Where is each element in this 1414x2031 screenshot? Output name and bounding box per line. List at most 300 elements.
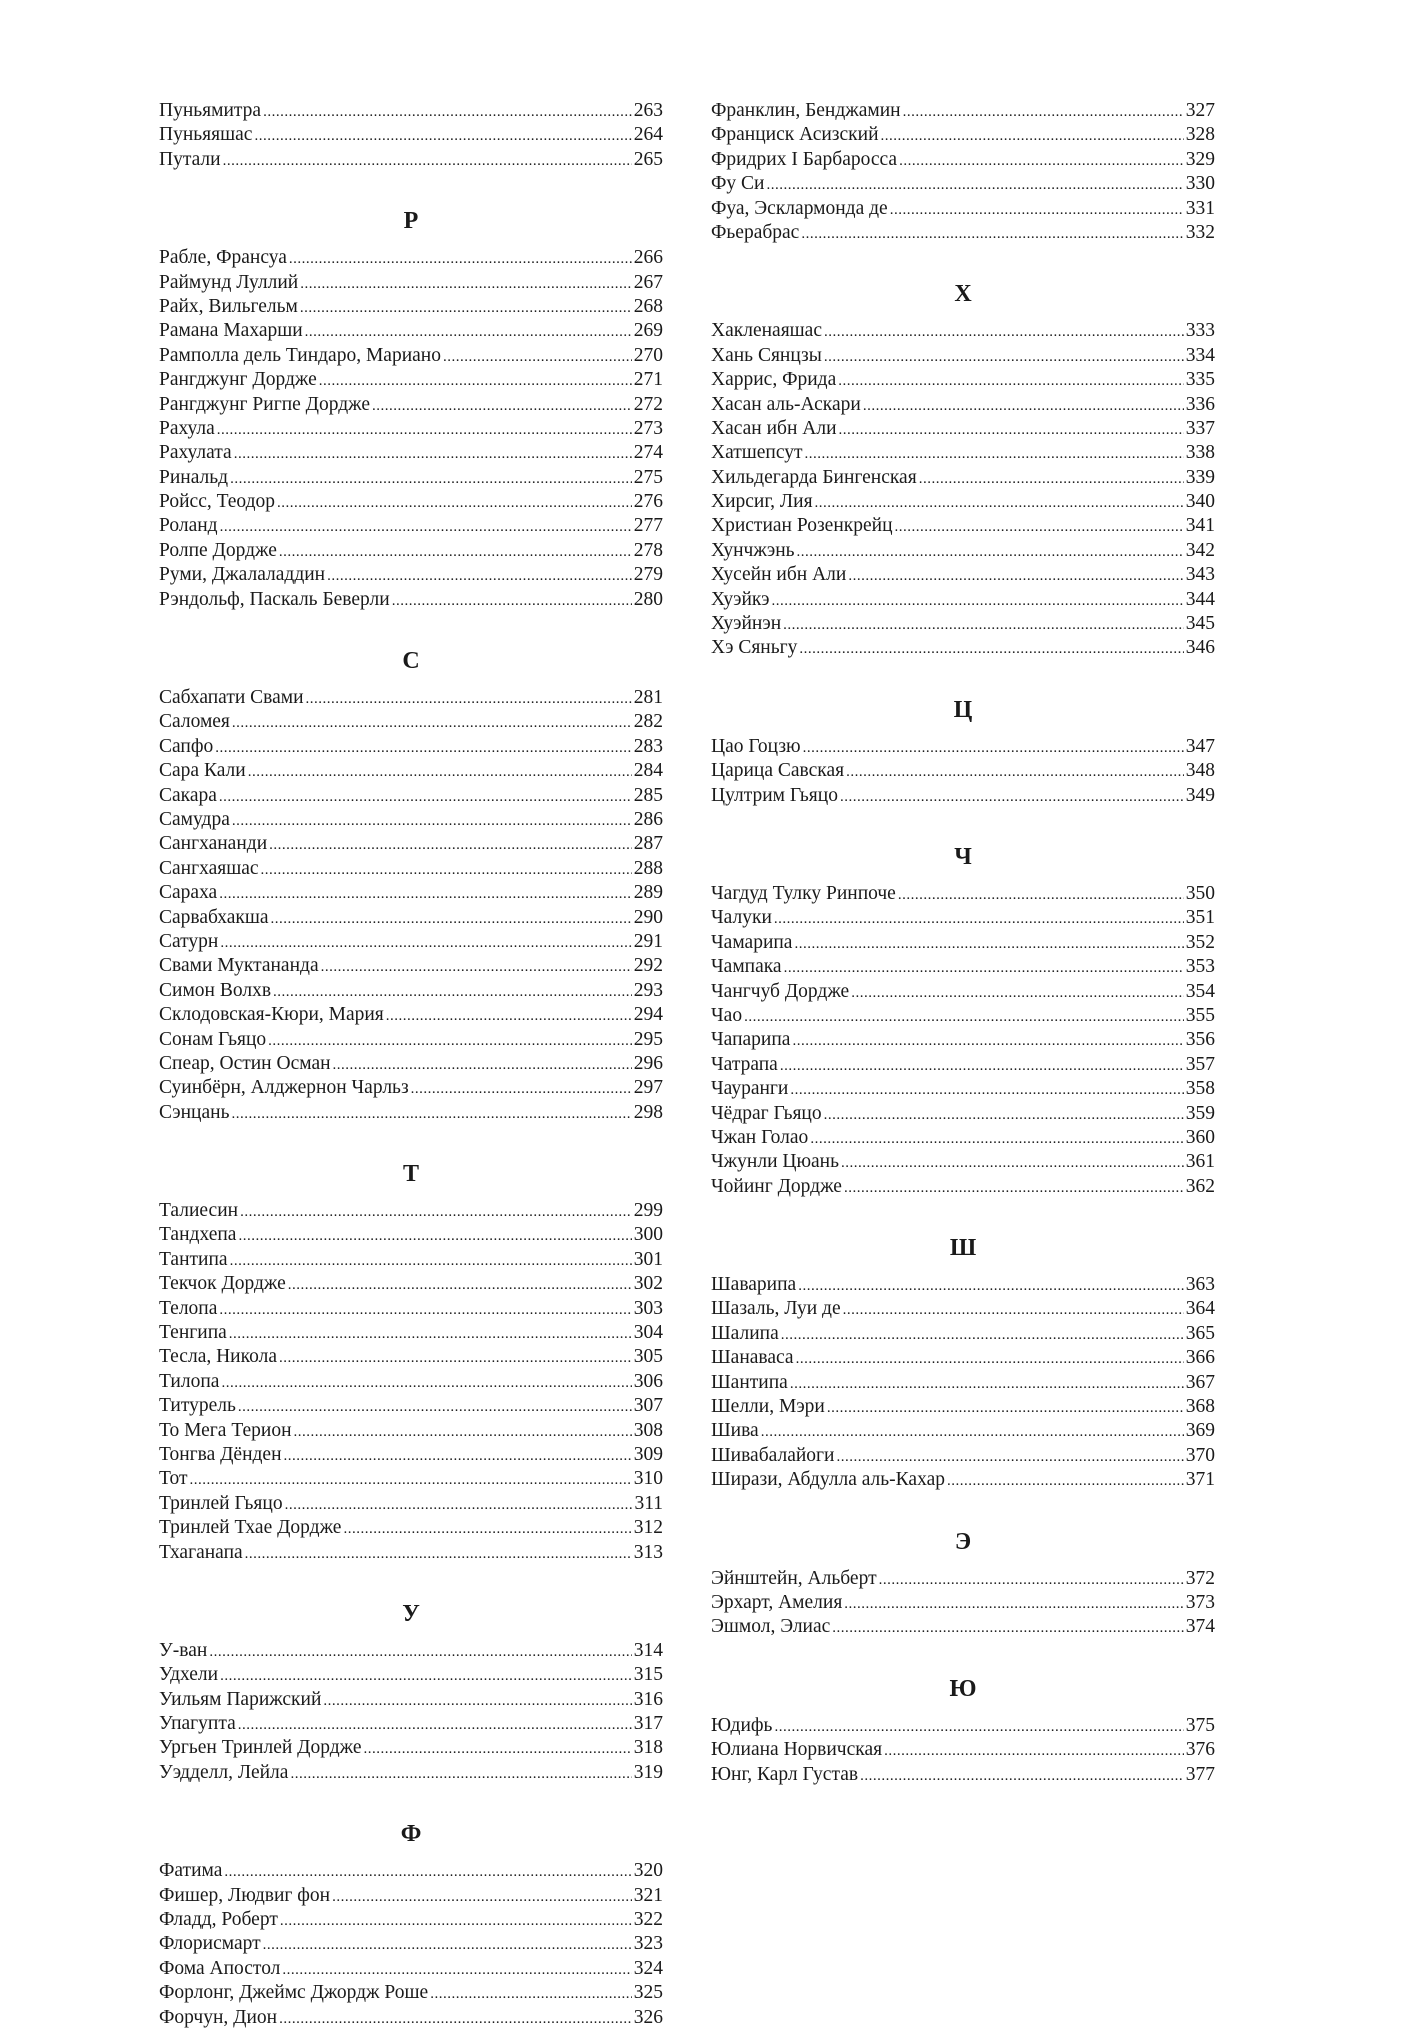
dot-leader: [881, 124, 1184, 148]
entry-name: Цао Гоцзю: [711, 735, 801, 757]
entry-name: Чапарипа: [711, 1029, 791, 1051]
entry-page-number: 362: [1185, 1175, 1215, 1197]
entry-name: У-ван: [159, 1639, 208, 1661]
index-entry: [159, 1345, 663, 1369]
entry-name: Фридрих I Барбаросса: [711, 148, 898, 170]
entry-name: Сабхапати Свами: [159, 687, 304, 709]
entry-page-number: 289: [633, 882, 663, 904]
entry-name: Хэ Сяньгу: [711, 637, 798, 659]
dot-leader: [832, 1616, 1183, 1640]
entry-page-number: 367: [1185, 1371, 1215, 1393]
entry-page-number: 309: [633, 1443, 663, 1465]
entry-page-number: 301: [633, 1248, 663, 1270]
entry-page-number: 365: [1185, 1322, 1215, 1344]
entry-name: Сангхананди: [159, 833, 268, 855]
entry-page-number: 338: [1185, 442, 1215, 464]
index-entry: [711, 563, 1215, 587]
dot-leader: [766, 173, 1183, 197]
dot-leader: [234, 442, 632, 466]
index-section: [159, 1809, 663, 2030]
entry-name: Чагдуд Тулку Ринпоче: [711, 882, 896, 904]
entry-name: Пуньяяшас: [159, 124, 253, 146]
dot-leader: [219, 1298, 631, 1322]
entry-name: Шива: [711, 1420, 759, 1442]
index-entry: [159, 148, 663, 172]
entry-page-number: 311: [634, 1492, 663, 1514]
index-entry: [159, 930, 663, 954]
dot-leader: [219, 785, 632, 809]
entry-page-number: 357: [1185, 1053, 1215, 1075]
entry-name: Фуа, Эсклармонда де: [711, 197, 888, 219]
dot-leader: [796, 1347, 1184, 1371]
index-section: [711, 685, 1215, 808]
entry-name: Фьерабрас: [711, 221, 800, 243]
entry-page-number: 354: [1185, 980, 1215, 1002]
dot-leader: [268, 1029, 632, 1053]
entry-page-number: 322: [633, 1909, 663, 1931]
index-entry: [711, 1346, 1215, 1370]
index-entry: [159, 271, 663, 295]
dot-leader: [879, 1568, 1184, 1592]
entry-page-number: 327: [1185, 100, 1215, 121]
entry-name: Эшмол, Элиас: [711, 1616, 831, 1638]
index-entry: [711, 759, 1215, 783]
entry-name: Хунчжэнь: [711, 539, 795, 561]
index-entry: [711, 466, 1215, 490]
entry-name: То Мега Терион: [159, 1419, 292, 1441]
entry-name: Франциск Асизский: [711, 124, 879, 146]
section-letter-heading: Ш: [949, 1235, 977, 1262]
entry-page-number: 275: [633, 466, 663, 488]
dot-leader: [279, 1346, 632, 1370]
index-entry: [159, 1248, 663, 1272]
entry-name: Склодовская-Кюри, Мария: [159, 1004, 384, 1026]
entry-page-number: 333: [1185, 320, 1215, 342]
dot-leader: [219, 882, 632, 906]
dot-leader: [288, 1273, 632, 1297]
entry-name: Чамарипа: [711, 931, 793, 953]
dot-leader: [269, 833, 632, 857]
entry-name: Юлиана Норвичская: [711, 1739, 883, 1761]
dot-leader: [895, 515, 1184, 539]
dot-leader: [372, 394, 632, 418]
entry-page-number: 288: [633, 857, 663, 879]
dot-leader: [364, 1737, 632, 1761]
section-letter-heading: Ю: [949, 1675, 977, 1702]
entry-page-number: 283: [633, 735, 663, 757]
entry-name: Чауранги: [711, 1078, 789, 1100]
dot-leader: [798, 1274, 1184, 1298]
dot-leader: [781, 1323, 1184, 1347]
entry-page-number: 334: [1185, 344, 1215, 366]
index-entry: [711, 636, 1215, 660]
entry-page-number: 318: [633, 1737, 663, 1759]
section-letter-heading: Т: [402, 1161, 419, 1188]
entry-name: Хильдегарда Бингенская: [711, 466, 917, 488]
dot-leader: [774, 907, 1184, 931]
entry-page-number: 364: [1185, 1298, 1215, 1320]
dot-leader: [824, 1103, 1184, 1127]
dot-leader: [263, 1933, 632, 1957]
index-entry: [711, 1077, 1215, 1101]
dot-leader: [321, 955, 632, 979]
dot-leader: [903, 100, 1184, 124]
index-column-left: [159, 99, 663, 2030]
entry-name: Сарвабхакша: [159, 906, 269, 928]
dot-leader: [761, 1420, 1184, 1444]
dot-leader: [238, 1713, 632, 1737]
entry-page-number: 360: [1185, 1126, 1215, 1148]
dot-leader: [744, 1005, 1184, 1029]
index-entry: [711, 221, 1215, 245]
index-entry: [711, 539, 1215, 563]
index-entry: [711, 1102, 1215, 1126]
entry-name: Рахулата: [159, 442, 232, 464]
index-entry: [159, 246, 663, 270]
entry-name: Раймунд Луллий: [159, 271, 299, 293]
dot-leader: [323, 1689, 631, 1713]
dot-leader: [220, 931, 631, 955]
entry-page-number: 366: [1185, 1347, 1215, 1369]
index-entry: [159, 1884, 663, 1908]
index-entry: [159, 441, 663, 465]
index-entry: [159, 1297, 663, 1321]
index-entry: [159, 832, 663, 856]
entry-page-number: 317: [633, 1713, 663, 1735]
entry-page-number: 353: [1185, 956, 1215, 978]
index-entry: [711, 1615, 1215, 1639]
entry-page-number: 266: [633, 247, 663, 269]
entry-page-number: 336: [1185, 393, 1215, 415]
entry-page-number: 345: [1185, 613, 1215, 635]
index-entry: [159, 1981, 663, 2005]
dot-leader: [386, 1004, 632, 1028]
index-entry: [711, 955, 1215, 979]
index-entry: [159, 1761, 663, 1785]
dot-leader: [280, 1909, 632, 1933]
dot-leader: [898, 883, 1184, 907]
index-entry: [711, 1322, 1215, 1346]
index-entry: [159, 686, 663, 710]
index-column-right: [711, 99, 1215, 1787]
entry-name: Чжан Голао: [711, 1126, 809, 1148]
entry-page-number: 305: [633, 1346, 663, 1368]
dot-leader: [884, 1739, 1184, 1763]
index-entry: [159, 1223, 663, 1247]
entry-page-number: 341: [1185, 515, 1215, 537]
index-entry: [159, 1321, 663, 1345]
index-entry: [711, 1053, 1215, 1077]
index-entry: [159, 490, 663, 514]
index-entry: [159, 808, 663, 832]
dot-leader: [411, 1077, 632, 1101]
dot-leader: [232, 711, 632, 735]
entry-page-number: 279: [633, 564, 663, 586]
dot-leader: [805, 442, 1184, 466]
dot-leader: [319, 369, 632, 393]
index-entry: [711, 1175, 1215, 1199]
index-entry: [159, 1516, 663, 1540]
entry-name: Уильям Парижский: [159, 1688, 322, 1710]
section-letter-heading: Р: [403, 208, 419, 235]
index-entry: [711, 441, 1215, 465]
index-entry: [711, 1444, 1215, 1468]
entry-name: Юдифь: [711, 1714, 773, 1736]
entry-page-number: 269: [633, 320, 663, 342]
index-section: [711, 832, 1215, 1199]
index-entry: [159, 1003, 663, 1027]
entry-name: Сакара: [159, 784, 217, 806]
index-entry: [159, 2006, 663, 2030]
dot-leader: [794, 932, 1183, 956]
dot-leader: [792, 1029, 1183, 1053]
index-entry: [711, 319, 1215, 343]
entry-name: Юнг, Карл Густав: [711, 1763, 859, 1785]
index-entry: [159, 881, 663, 905]
entry-name: Форлонг, Джеймс Джордж Роше: [159, 1982, 429, 2004]
entry-name: Уэдделл, Лейла: [159, 1761, 289, 1783]
index-entry: [711, 1591, 1215, 1615]
entry-name: Хуэйкэ: [711, 588, 770, 610]
entry-page-number: 328: [1185, 124, 1215, 146]
entry-page-number: 349: [1185, 784, 1215, 806]
entry-page-number: 276: [633, 491, 663, 513]
entry-page-number: 267: [633, 271, 663, 293]
index-entry: [159, 588, 663, 612]
entry-page-number: 291: [633, 930, 663, 952]
index-entry: [711, 1763, 1215, 1787]
entry-page-number: 265: [633, 148, 663, 170]
index-entry: [159, 563, 663, 587]
entry-page-number: 290: [633, 906, 663, 928]
dot-leader: [783, 613, 1184, 637]
entry-page-number: 340: [1185, 491, 1215, 513]
entry-name: Шантипа: [711, 1371, 788, 1393]
entry-name: Тринлей Гьяцо: [159, 1492, 283, 1514]
index-entry: [159, 466, 663, 490]
dot-leader: [772, 589, 1184, 613]
dot-leader: [919, 467, 1184, 491]
index-section: [159, 196, 663, 612]
index-entry: [159, 906, 663, 930]
entry-page-number: 287: [633, 833, 663, 855]
entry-page-number: 359: [1185, 1102, 1215, 1124]
index-entry: [159, 784, 663, 808]
entry-page-number: 294: [633, 1004, 663, 1026]
dot-leader: [282, 1958, 631, 1982]
index-section: [711, 269, 1215, 660]
entry-page-number: 335: [1185, 369, 1215, 391]
dot-leader: [824, 345, 1184, 369]
index-entry: [159, 1052, 663, 1076]
dot-leader: [238, 1224, 631, 1248]
entry-name: Сараха: [159, 882, 218, 904]
index-entry: [159, 1688, 663, 1712]
entry-name: Спеар, Остин Осман: [159, 1052, 331, 1074]
entry-name: Эйнштейн, Альберт: [711, 1567, 877, 1589]
index-entry: [711, 931, 1215, 955]
entry-page-number: 319: [633, 1761, 663, 1783]
dot-leader: [863, 394, 1184, 418]
index-entry: [159, 123, 663, 147]
entry-page-number: 313: [633, 1541, 663, 1563]
entry-name: Сапфо: [159, 735, 214, 757]
index-entry: [159, 1394, 663, 1418]
section-letter-heading: С: [402, 648, 420, 675]
dot-leader: [815, 491, 1184, 515]
dot-leader: [240, 1200, 632, 1224]
entry-name: Харрис, Фрида: [711, 369, 837, 391]
index-entry: [159, 1492, 663, 1516]
entry-name: Флорисмарт: [159, 1933, 261, 1955]
entry-name: Хуэйнэн: [711, 613, 782, 635]
entry-page-number: 337: [1185, 417, 1215, 439]
index-entry: [711, 172, 1215, 196]
entry-page-number: 339: [1185, 466, 1215, 488]
index-entry: [159, 368, 663, 392]
dot-leader: [899, 149, 1184, 173]
entry-page-number: 368: [1185, 1396, 1215, 1418]
entry-page-number: 371: [1185, 1469, 1215, 1491]
entry-page-number: 308: [633, 1419, 663, 1441]
dot-leader: [838, 369, 1184, 393]
dot-leader: [841, 1151, 1184, 1175]
entry-page-number: 344: [1185, 588, 1215, 610]
dot-leader: [229, 1322, 632, 1346]
entry-name: Талиесин: [159, 1200, 239, 1222]
entry-name: Рангджунг Дордже: [159, 369, 317, 391]
entry-name: Текчок Дордже: [159, 1273, 286, 1295]
index-entry: [159, 417, 663, 441]
entry-page-number: 358: [1185, 1078, 1215, 1100]
entry-name: Чатрапа: [711, 1053, 778, 1075]
entry-page-number: 268: [633, 295, 663, 317]
index-entry: [159, 1541, 663, 1565]
index-entry: [159, 710, 663, 734]
entry-name: Царица Савская: [711, 760, 845, 782]
dot-leader: [279, 540, 632, 564]
index-entry: [711, 1468, 1215, 1492]
index-entry: [711, 1004, 1215, 1028]
dot-leader: [261, 858, 632, 882]
dot-leader: [810, 1127, 1183, 1151]
entry-name: Тот: [159, 1468, 188, 1490]
dot-leader: [860, 1764, 1184, 1788]
dot-leader: [839, 418, 1184, 442]
index-entry: [159, 1419, 663, 1443]
entry-name: Ширази, Абдулла аль-Кахар: [711, 1469, 945, 1491]
entry-page-number: 286: [633, 808, 663, 830]
entry-page-number: 300: [633, 1224, 663, 1246]
dot-leader: [890, 198, 1184, 222]
entry-page-number: 310: [633, 1468, 663, 1490]
index-section: [159, 99, 663, 172]
entry-name: Тандхепа: [159, 1224, 237, 1246]
index-entry: [711, 612, 1215, 636]
index-entry: [159, 514, 663, 538]
entry-page-number: 270: [633, 344, 663, 366]
entry-page-number: 350: [1185, 882, 1215, 904]
entry-name: Фладд, Роберт: [159, 1909, 278, 1931]
index-entry: [711, 344, 1215, 368]
index-entry: [159, 1028, 663, 1052]
entry-page-number: 361: [1185, 1151, 1215, 1173]
entry-page-number: 377: [1185, 1763, 1215, 1785]
entry-page-number: 369: [1185, 1420, 1215, 1442]
entry-name: Хирсиг, Лия: [711, 491, 813, 513]
entry-name: Рамана Махарши: [159, 320, 303, 342]
entry-name: Райх, Вильгельм: [159, 295, 298, 317]
index-entry: [711, 906, 1215, 930]
dot-leader: [285, 1493, 633, 1517]
entry-page-number: 272: [633, 393, 663, 415]
entry-page-number: 314: [633, 1639, 663, 1661]
entry-name: Тилопа: [159, 1370, 220, 1392]
entry-page-number: 355: [1185, 1004, 1215, 1026]
dot-leader: [848, 564, 1183, 588]
index-entry: [159, 344, 663, 368]
entry-page-number: 273: [633, 417, 663, 439]
dot-leader: [803, 736, 1184, 760]
entry-page-number: 352: [1185, 931, 1215, 953]
dot-leader: [223, 149, 632, 173]
entry-page-number: 346: [1185, 637, 1215, 659]
dot-leader: [784, 956, 1184, 980]
entry-name: Рангджунг Ригпе Дордже: [159, 393, 370, 415]
index-section: [711, 1223, 1215, 1493]
entry-name: Шазаль, Луи де: [711, 1298, 841, 1320]
dot-leader: [333, 1053, 632, 1077]
dot-leader: [279, 2007, 632, 2031]
entry-name: Цултрим Гьяцо: [711, 784, 838, 806]
entry-name: Руми, Джалаладдин: [159, 564, 326, 586]
index-entry: [711, 1419, 1215, 1443]
entry-name: Тхаганапа: [159, 1541, 243, 1563]
entry-page-number: 375: [1185, 1714, 1215, 1736]
index-entry: [711, 1714, 1215, 1738]
entry-page-number: 306: [633, 1370, 663, 1392]
dot-leader: [343, 1517, 631, 1541]
index-entry: [711, 514, 1215, 538]
entry-page-number: 351: [1185, 907, 1215, 929]
entry-name: Хань Сянцзы: [711, 344, 822, 366]
entry-page-number: 280: [633, 588, 663, 610]
entry-name: Рэндольф, Паскаль Беверли: [159, 588, 390, 610]
index-entry: [159, 1370, 663, 1394]
section-letter-heading: Ц: [953, 696, 973, 723]
entry-page-number: 315: [633, 1664, 663, 1686]
index-entry: [159, 1101, 663, 1125]
index-entry: [159, 1712, 663, 1736]
dot-leader: [289, 247, 632, 271]
entry-page-number: 374: [1185, 1616, 1215, 1638]
entry-name: Тесла, Никола: [159, 1346, 277, 1368]
dot-leader: [844, 1176, 1184, 1200]
index-entry: [711, 148, 1215, 172]
dot-leader: [220, 515, 632, 539]
dot-leader: [273, 980, 632, 1004]
dot-leader: [306, 687, 632, 711]
dot-leader: [300, 272, 632, 296]
entry-name: Ринальд: [159, 466, 229, 488]
dot-leader: [774, 1715, 1183, 1739]
entry-name: Шаварипа: [711, 1274, 797, 1296]
entry-name: Фишер, Людвиг фон: [159, 1884, 331, 1906]
entry-name: Рахула: [159, 417, 215, 439]
entry-page-number: 263: [633, 100, 663, 121]
entry-name: Хасан ибн Али: [711, 417, 837, 439]
entry-name: Сэнцань: [159, 1101, 230, 1123]
